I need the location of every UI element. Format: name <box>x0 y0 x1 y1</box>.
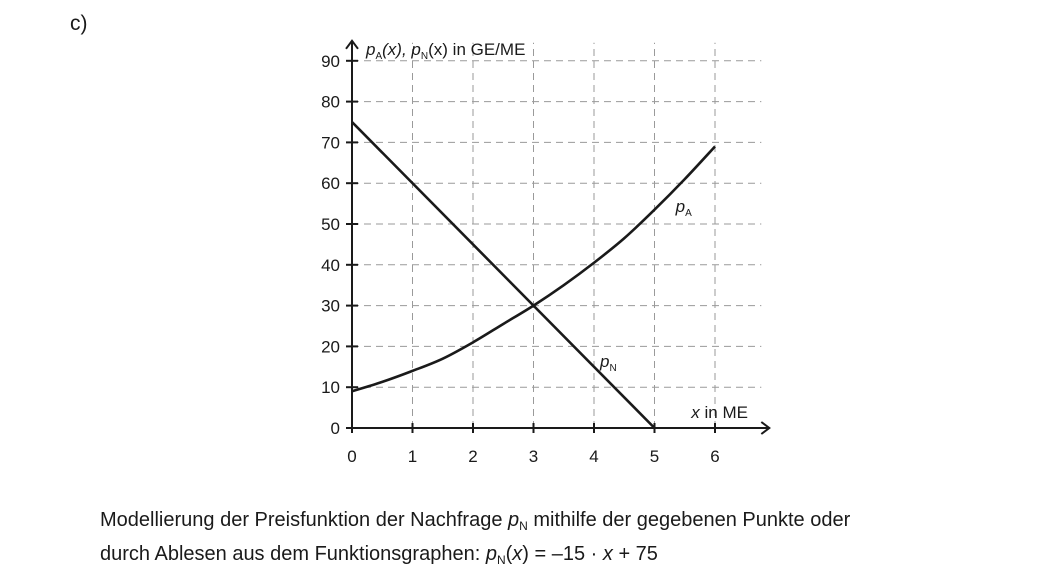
y-tick-label-60: 60 <box>321 174 340 194</box>
y-tick-label-10: 10 <box>321 378 340 398</box>
y-tick-label-40: 40 <box>321 255 340 275</box>
series-line-pN <box>352 122 655 428</box>
y-tick-label-70: 70 <box>321 133 340 153</box>
ticks <box>321 52 720 466</box>
axes <box>346 41 769 434</box>
series-label-pN: $p_N$ <box>600 351 617 374</box>
caption-line-1: Modellierung der Preisfunktion der Nachfrage $p_N$ mithilfe der gegebenen Punkte oder <box>100 509 851 533</box>
part-label: c) <box>70 12 88 35</box>
x-tick-label-0: 0 <box>347 447 357 466</box>
x-tick-label-3: 3 <box>528 447 539 466</box>
x-tick-label-1: 1 <box>407 447 418 466</box>
y-axis-label: $p_A(x)$, $p_N(x)$ in GE/ME <box>366 39 526 62</box>
x-axis-label: x in ME <box>691 403 748 422</box>
series <box>352 122 715 428</box>
series-label-pA: $p_A$ <box>675 196 692 219</box>
caption <box>100 506 1000 574</box>
x-tick-label-6: 6 <box>710 447 720 466</box>
x-tick-label-5: 5 <box>649 447 660 466</box>
y-tick-label-30: 30 <box>321 296 340 316</box>
y-tick-label-0: 0 <box>330 419 340 438</box>
y-tick-label-90: 90 <box>321 51 340 71</box>
caption-line-2: durch Ablesen aus dem Funktionsgraphen: $p_N(x) = -15 \cdot x + 75$ <box>100 543 658 567</box>
x-tick-label-4: 4 <box>589 447 599 466</box>
y-tick-label-20: 20 <box>321 337 340 357</box>
y-tick-label-80: 80 <box>321 92 340 112</box>
x-tick-label-2: 2 <box>468 447 478 466</box>
y-tick-label-50: 50 <box>321 215 340 234</box>
axis-labels <box>365 40 748 422</box>
